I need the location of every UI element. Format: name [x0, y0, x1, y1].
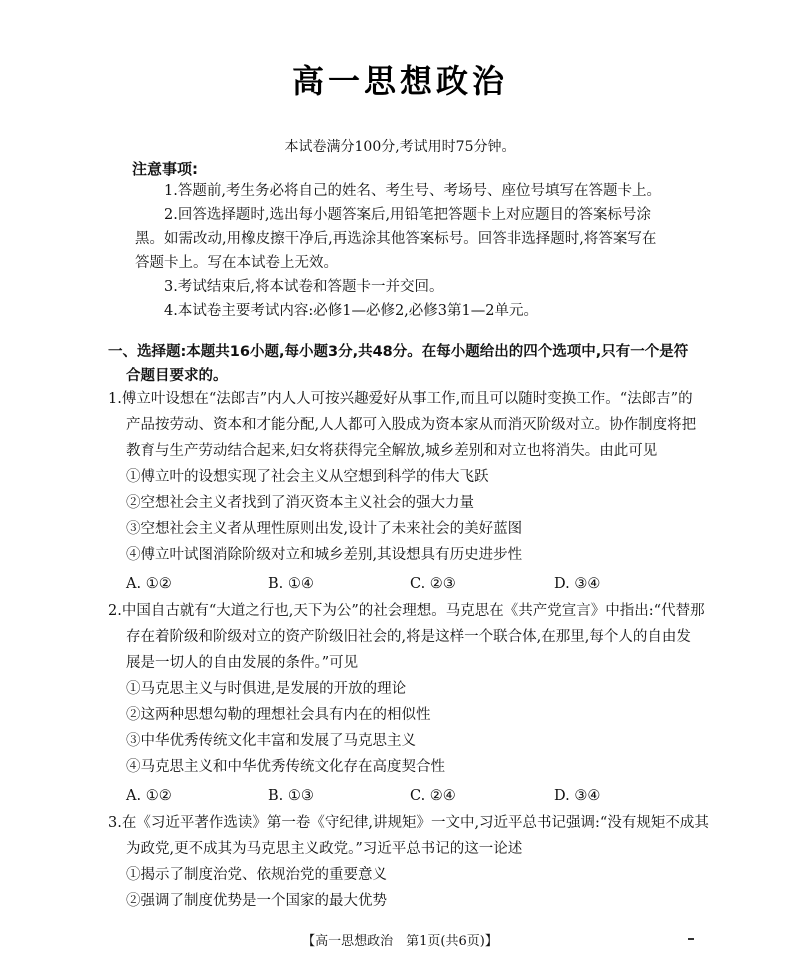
question-2-option-b: B. ①③: [268, 788, 314, 804]
notice-line: 1.答题前,考生务必将自己的姓名、考生号、考场号、座位号填写在答题卡上。: [164, 183, 661, 199]
question-2-stem: 存在着阶级和阶级对立的资产阶级旧社会的,将是这样一个联合体,在那里,每个人的自由发: [126, 629, 691, 645]
question-1-option-d: D. ③④: [554, 576, 601, 592]
exam-info: 本试卷满分100分,考试用时75分钟。: [284, 139, 516, 155]
question-2-option-d: D. ③④: [554, 788, 601, 804]
question-3-stem: 3.在《习近平著作选读》第一卷《守纪律,讲规矩》一文中,习近平总书记强调:“没有规矩不成其: [108, 815, 709, 831]
question-2-statement: ②这两种思想勾勒的理想社会具有内在的相似性: [126, 707, 431, 723]
section-heading-cont: 合题目要求的。: [126, 368, 228, 384]
corner-mark: [688, 938, 694, 940]
question-1-stem: 产品按劳动、资本和才能分配,人人都可入股成为资本家从而消灭阶级对立。协作制度将把: [126, 417, 697, 433]
question-1-stem: 1.傅立叶设想在“法郎吉”内人人可按兴趣爱好从事工作,而且可以随时变换工作。“法郎吉”的: [108, 391, 693, 407]
notice-line: 2.回答选择题时,选出每小题答案后,用铅笔把答题卡上对应题目的答案标号涂: [164, 207, 652, 223]
question-2-statement: ①马克思主义与时俱进,是发展的开放的理论: [126, 681, 407, 697]
notice-heading: 注意事项:: [132, 160, 198, 178]
question-1-statement: ③空想社会主义者从理性原则出发,设计了未来社会的美好蓝图: [126, 521, 523, 537]
question-2-option-c: C. ②④: [410, 788, 456, 804]
notice-line: 3.考试结束后,将本试卷和答题卡一并交回。: [164, 279, 444, 295]
question-1-stem: 教育与生产劳动结合起来,妇女将获得完全解放,城乡差别和对立也将消失。由此可见: [126, 443, 658, 459]
question-3-statement: ①揭示了制度治党、依规治党的重要意义: [126, 867, 387, 883]
section-heading: 一、选择题:本题共16小题,每小题3分,共48分。在每小题给出的四个选项中,只有一个是符: [108, 344, 689, 360]
page-title: 高一思想政治: [291, 62, 508, 100]
question-2-statement: ④马克思主义和中华优秀传统文化存在高度契合性: [126, 759, 445, 775]
question-3-stem: 为政党,更不成其为马克思主义政党。”习近平总书记的这一论述: [126, 841, 523, 857]
question-2-statement: ③中华优秀传统文化丰富和发展了马克思主义: [126, 733, 416, 749]
question-1-statement: ④傅立叶试图消除阶级对立和城乡差别,其设想具有历史进步性: [126, 547, 523, 563]
question-2-option-a: A. ①②: [126, 788, 172, 804]
question-2-stem: 展是一切人的自由发展的条件。”可见: [126, 655, 359, 671]
question-1-statement: ②空想社会主义者找到了消灭资本主义社会的强大力量: [126, 495, 474, 511]
page-footer: 【高一思想政治 第1页(共6页)】: [302, 934, 498, 949]
question-1-statement: ①傅立叶的设想实现了社会主义从空想到科学的伟大飞跃: [126, 469, 489, 485]
question-1-option-c: C. ②③: [410, 576, 456, 592]
question-1-option-b: B. ①④: [268, 576, 314, 592]
question-3-statement: ②强调了制度优势是一个国家的最大优势: [126, 893, 387, 909]
notice-line: 答题卡上。写在本试卷上无效。: [135, 255, 338, 271]
notice-line: 4.本试卷主要考试内容:必修1—必修2,必修3第1—2单元。: [164, 303, 538, 319]
notice-line: 黑。如需改动,用橡皮擦干净后,再选涂其他答案标号。回答非选择题时,将答案写在: [135, 231, 657, 247]
question-1-option-a: A. ①②: [126, 576, 172, 592]
question-2-stem: 2.中国自古就有“大道之行也,天下为公”的社会理想。马克思在《共产党宣言》中指出:“代替那: [108, 603, 705, 619]
